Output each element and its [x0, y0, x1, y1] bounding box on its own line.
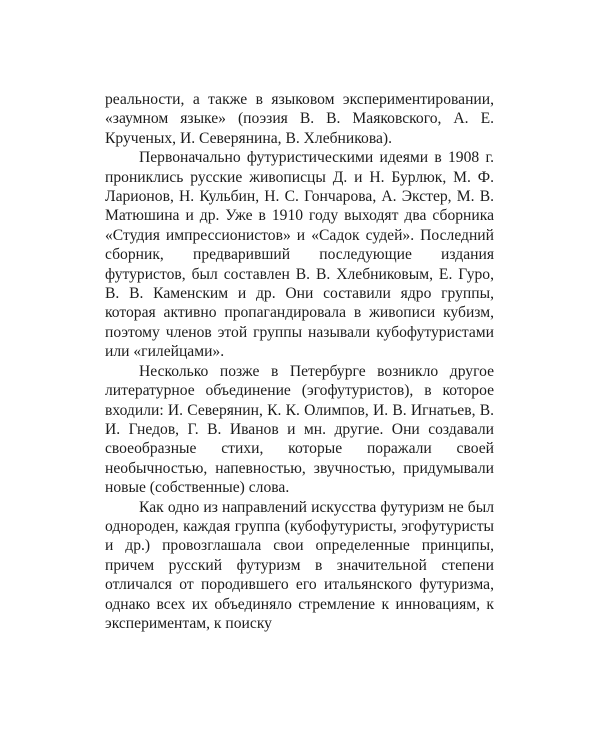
paragraph-1: реальности, а также в языковом экспериментировании, «заумном языке» (поэзия В. В. Маяковского, А. Е. Крученых, И. Северянина, В. Хлебникова).: [105, 91, 494, 147]
document-page: [105, 90, 494, 633]
paragraph-4: Как одно из направлений искусства футуризм не был однороден, каждая группа (кубофутуристы, эгофутуристы и др.) провозглашала свои определенные принципы, причем русский футуризм в значительной степени отличался от породившего его итальянского футуризма, однако всех их объединяло стремление к инновациям, к экспериментам, к поиску: [105, 498, 494, 632]
paragraph-3: Несколько позже в Петербурге возникло другое литературное объединение (эгофутуристов), в которое входили: И. Северянин, К. К. Олимпов, И. В. Игнатьев, В. И. Гнедов, Г. В. Иванов и мн. другие. Они создавали своеобразные стихи, которые поражали своей необычностью, напевностью, звучностью, придумывали новые (собственные) слова.: [105, 362, 494, 497]
paragraph-2: Первоначально футуристическими идеями в 1908 г. прониклись русские живописцы Д. и Н. Бурлюк, М. Ф. Ларионов, Н. Кульбин, Н. С. Гончарова, А. Экстер, М. В. Матюшина и др. Уже в 1910 году выходят два сборника «Студия импрессионистов» и «Садок судей». Последний сборник, предваривший последующие издания футуристов, был составлен В. В. Хлебниковым, Е. Гуро, В. В. Каменским и др. Они составили ядро группы, которая активно пропагандировала в живописи кубизм, поэтому членов этой группы называли кубофутуристами или «гилейцами».: [105, 149, 494, 361]
